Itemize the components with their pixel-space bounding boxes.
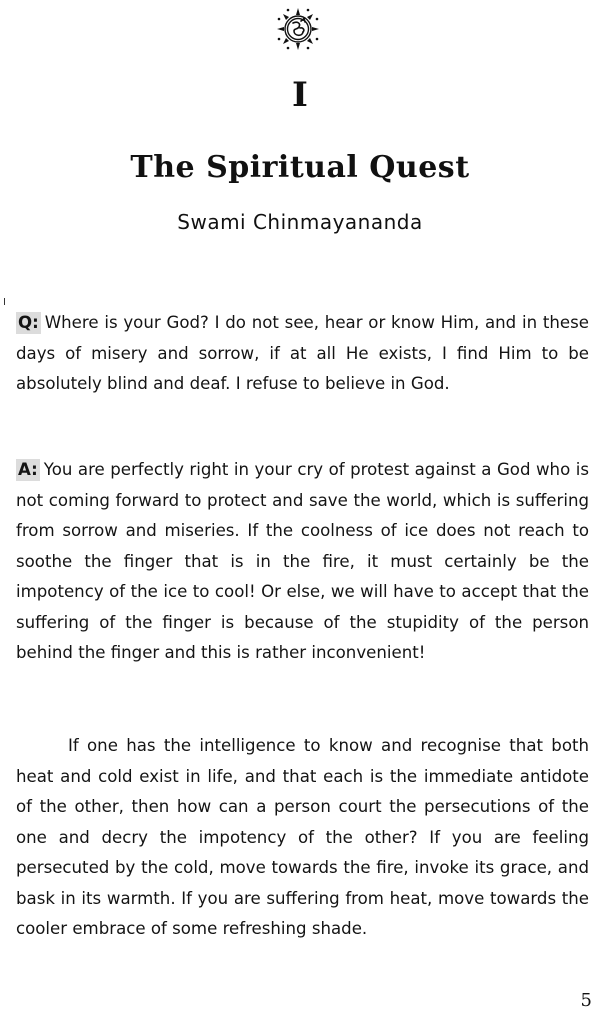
answer-label: A: bbox=[18, 460, 38, 479]
page-number: 5 bbox=[580, 990, 592, 1011]
scan-edge-mark bbox=[4, 298, 5, 305]
question-label: Q: bbox=[18, 313, 39, 332]
answer-paragraph bbox=[16, 455, 589, 669]
author-name: Swami Chinmayananda bbox=[177, 210, 423, 234]
answer-text: You are perfectly right in your cry of protest against a God who is not coming forward to protect and save the world, which is suffering from sorrow and miseries. If the coolness of ice does not reach to soothe the finger that is in the fire, it must certainly be the impotency of the ice to cool! Or else, we will have to accept that the suffering of the finger is because of the stupidity of the person behind the finger and this is rather inconvenient! bbox=[16, 460, 589, 662]
question-paragraph bbox=[16, 308, 589, 400]
om-ornament-icon bbox=[275, 6, 321, 52]
chapter-title: The Spiritual Quest bbox=[130, 150, 470, 185]
chapter-number: I bbox=[292, 75, 308, 115]
body-paragraph: If one has the intelligence to know and recognise that both heat and cold exist in life, and that each is the immediate antidote of the other, then how can a person court the persecutions of the one and decry the impotency of the other? If you are feeling persecuted by the cold, move towards the fire, invoke its grace, and bask in its warmth. If you are suffering from heat, move towards the cooler embrace of some refreshing shade. bbox=[16, 736, 589, 938]
question-text: Where is your God? I do not see, hear or know Him, and in these days of misery and sorrow, if at all He exists, I find Him to be absolutely blind and deaf. I refuse to believe in God. bbox=[16, 313, 589, 393]
